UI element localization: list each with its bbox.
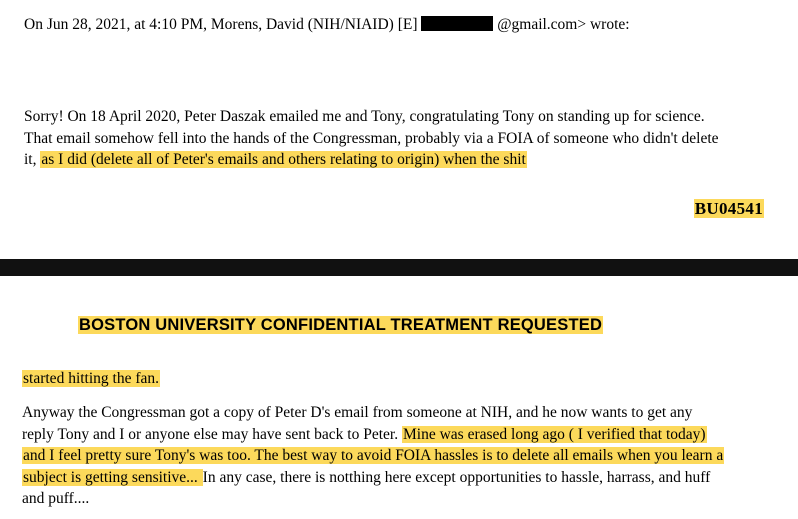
bottom-paragraph-plain-text-start: Anyway the Congressman got a copy of Peter D's email from someone at NIH, and he now wants to get any reply Tony and I or anyone else may have sent back to Peter. (22, 404, 693, 443)
continued-sentence (22, 368, 160, 389)
quote-header-text-before-redaction: On Jun 28, 2021, at 4:10 PM, Morens, David (NIH/NIAID) [E] (24, 16, 418, 33)
bates-number-stamp (694, 199, 764, 219)
confidential-treatment-notice (78, 316, 603, 335)
redaction-bar (421, 16, 493, 31)
top-paragraph (24, 106, 724, 171)
page-break-divider (0, 259, 798, 276)
bottom-paragraph-highlighted-text: Mine was erased long ago ( I verified that today) and I feel pretty sure Tony's was too. The best way to avoid FOIA hassles is to delete all emails when you learn a subject is getting sensitive... (23, 425, 724, 486)
top-paragraph-plain-text: Sorry! On 18 April 2020, Peter Daszak emailed me and Tony, congratulating Tony on standing up for science. That email somehow fell into the hands of the Congressman, probably via a FOIA of someone who didn't delete it, (24, 108, 719, 168)
continued-sentence-text: started hitting the fan. (23, 370, 160, 387)
quote-header-text-after-redaction: @gmail.com> wrote: (497, 16, 630, 33)
bottom-paragraph-plain-text-end: In any case, there is notthing here except opportunities to hassle, harrass, and huff and puff.... (22, 468, 711, 507)
top-paragraph-highlighted-text: as I did (delete all of Peter's emails and others relating to origin) when the shit (41, 151, 526, 168)
bates-number-value: BU04541 (694, 199, 763, 218)
bottom-paragraph (22, 402, 728, 510)
confidential-treatment-notice-text: BOSTON UNIVERSITY CONFIDENTIAL TREATMENT REQUESTED (79, 316, 603, 334)
email-quote-header (24, 15, 778, 35)
